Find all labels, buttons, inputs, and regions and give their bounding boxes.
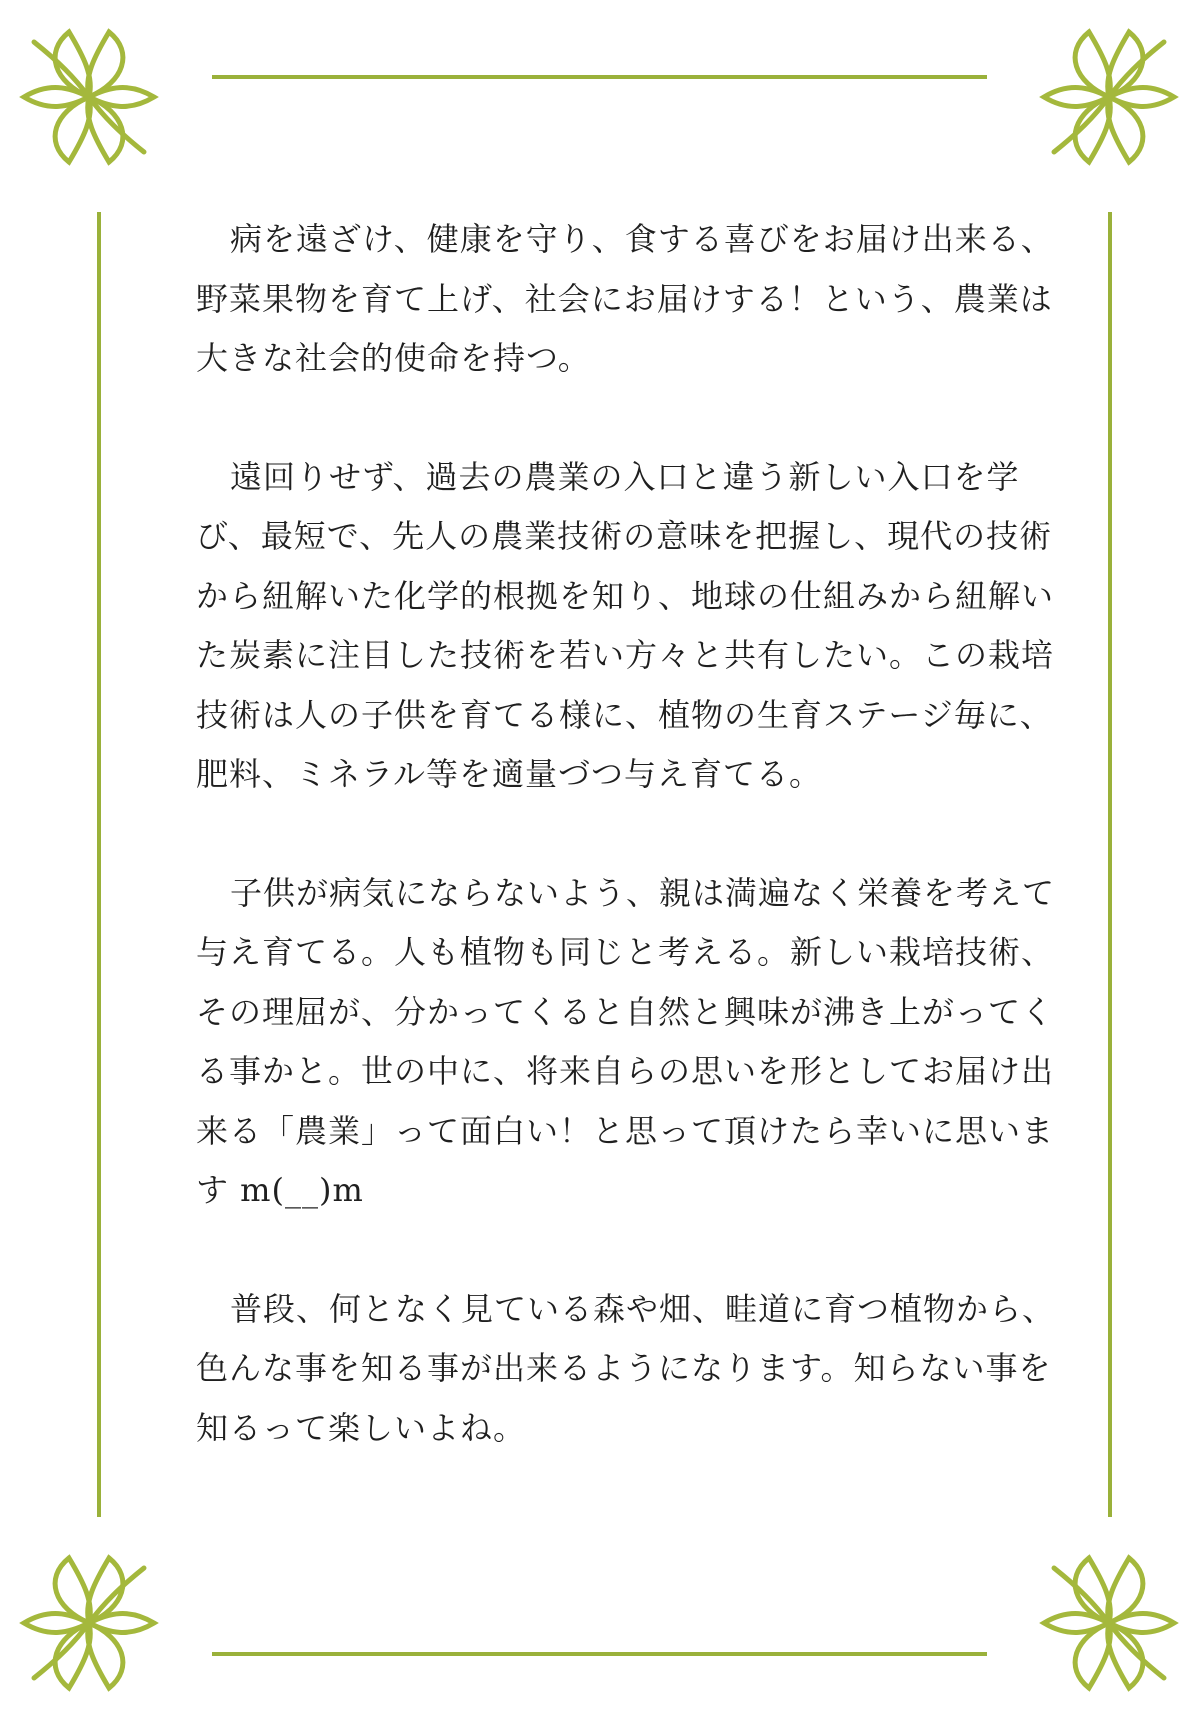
paragraph-nature: 普段、何となく見ている森や畑、畦道に育つ植物から、色んな事を知る事が出来るようになります。知らない事を知るって楽しいよね。: [196, 1289, 1056, 1447]
document-body: [196, 210, 1056, 1458]
right-border-line: [1108, 212, 1112, 1517]
paragraph-nurture: 子供が病気にならないよう、親は満遍なく栄養を考えて与え育てる。人も植物も同じと考える。新しい栽培技術、その理屈が、分かってくると自然と興味が沸き上がってくる事かと。世の中に、将来自らの思いを形としてお届け出来る「農業」って面白い！と思って頂けたら幸いに思います m(__)m: [196, 873, 1056, 1209]
paragraph-mission: 病を遠ざけ、健康を守り、食する喜びをお届け出来る、野菜果物を育て上げ、社会にお届けする！という、農業は大きな社会的使命を持つ。: [196, 220, 1054, 377]
leaf-ornament-icon: [14, 1548, 164, 1698]
bottom-border-line: [212, 1652, 987, 1656]
leaf-ornament-icon: [1034, 1548, 1184, 1698]
paragraph-technique: 遠回りせず、過去の農業の入口と違う新しい入口を学び、最短で、先人の農業技術の意味を把握し、現代の技術から紐解いた化学的根拠を知り、地球の仕組みから紐解いた炭素に注目した技術を若い方々と共有したい。この栽培技術は人の子供を育てる様に、植物の生育ステージ毎に、肥料、ミネラル等を適量づつ与え育てる。: [196, 457, 1055, 793]
left-border-line: [97, 212, 101, 1517]
top-border-line: [212, 75, 987, 79]
leaf-ornament-icon: [14, 22, 164, 172]
leaf-ornament-icon: [1034, 22, 1184, 172]
